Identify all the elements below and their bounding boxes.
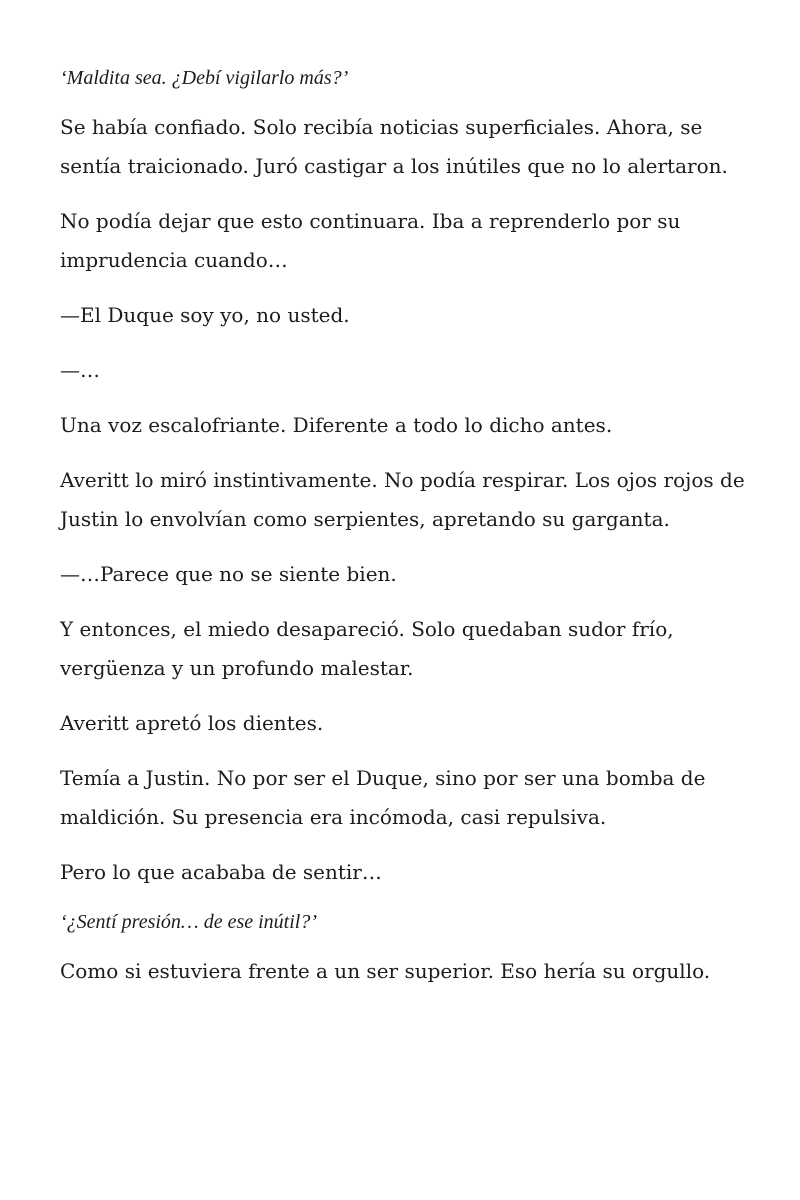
dialogue-line: —… [60, 358, 100, 382]
dialogue-line: —El Duque soy yo, no usted. [60, 303, 350, 327]
inner-thought: ‘¿Sentí presión… de ese inútil?’ [60, 911, 317, 933]
paragraph: Una voz escalofriante. Diferente a todo lo dicho antes. [60, 413, 613, 437]
paragraph: Como si estuviera frente a un ser superior. Eso hería su orgullo. [60, 959, 711, 983]
inner-thought: ‘Maldita sea. ¿Debí vigilarlo más?’ [60, 67, 349, 89]
paragraph: Se había confiado. Solo recibía noticias superficiales. Ahora, se sentía traicionado. Juró castigar a los inútiles que no lo alertaron. [60, 115, 728, 178]
paragraph: Y entonces, el miedo desapareció. Solo quedaban sudor frío, vergüenza y un profundo malestar. [60, 617, 674, 680]
document-page [60, 64, 750, 1007]
paragraph: Averitt lo miró instintivamente. No podía respirar. Los ojos rojos de Justin lo envolvían como serpientes, apretando su garganta. [60, 468, 745, 531]
paragraph: No podía dejar que esto continuara. Iba a reprenderlo por su imprudencia cuando… [60, 209, 681, 272]
paragraph: Averitt apretó los dientes. [60, 711, 324, 735]
paragraph: Temía a Justin. No por ser el Duque, sino por ser una bomba de maldición. Su presencia era incómoda, casi repulsiva. [60, 766, 706, 829]
paragraph: Pero lo que acababa de sentir… [60, 860, 382, 884]
dialogue-line: —…Parece que no se siente bien. [60, 562, 397, 586]
